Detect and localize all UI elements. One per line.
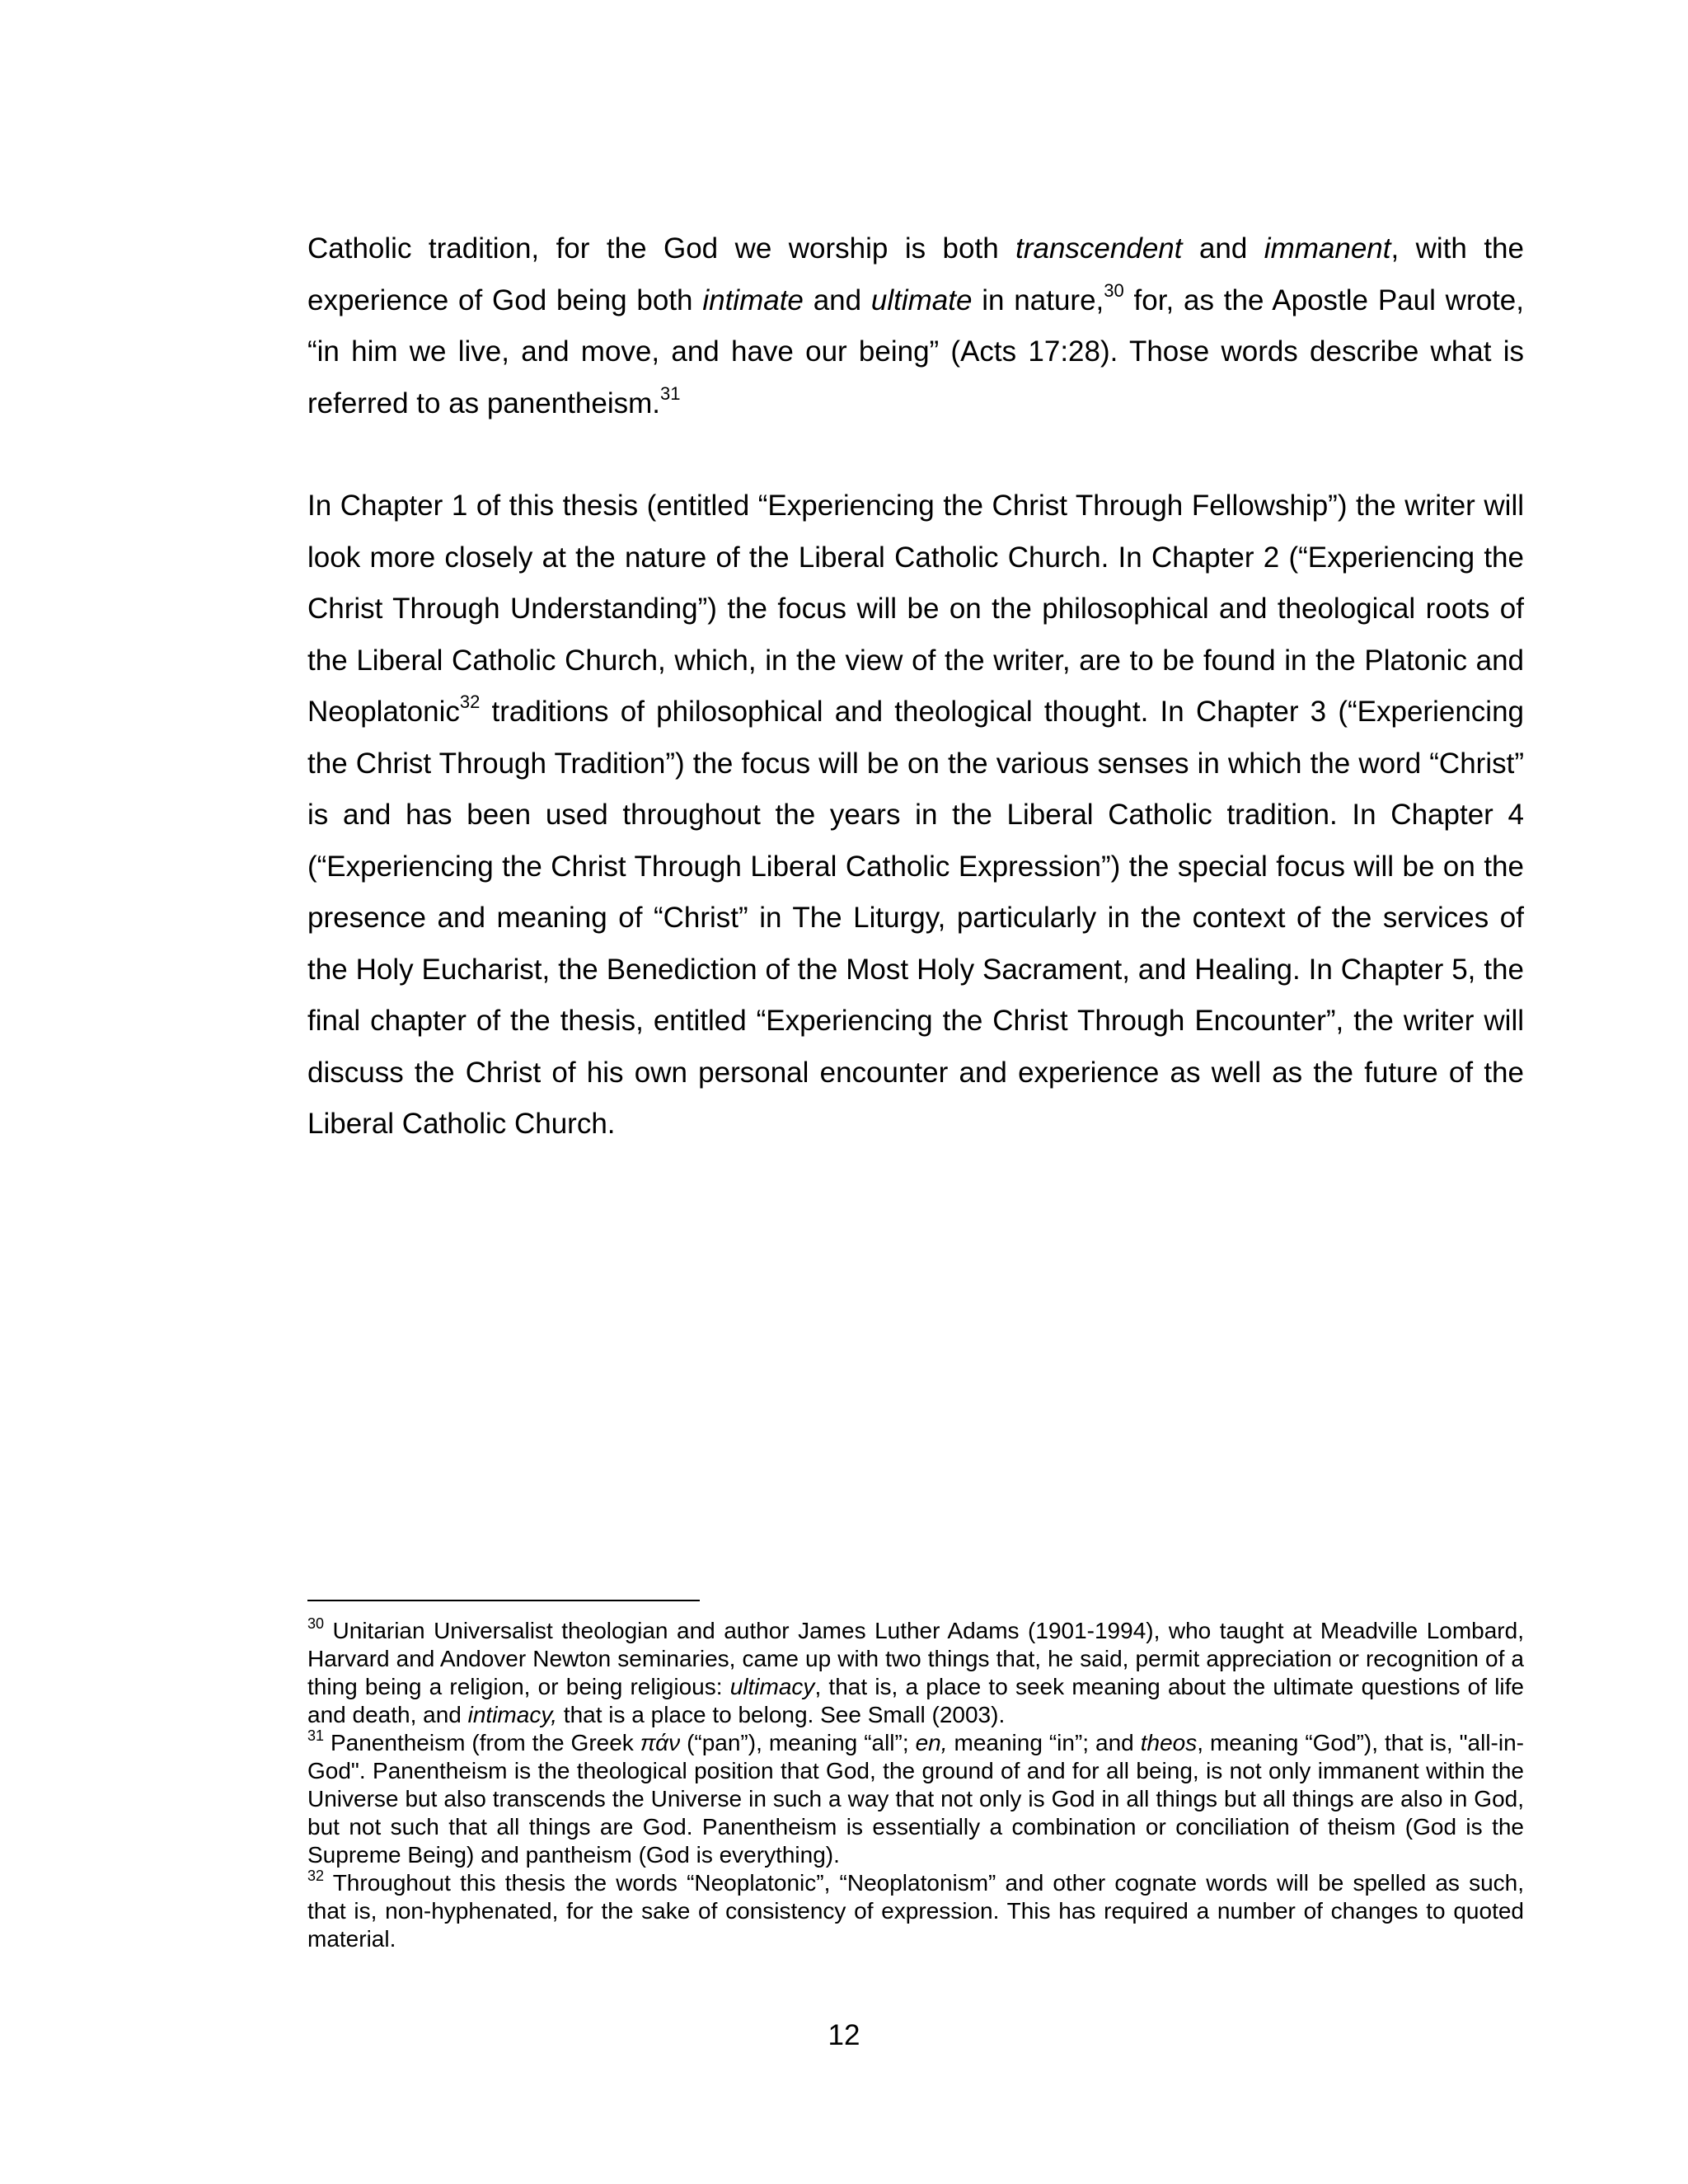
footnote-31 [307,1729,1524,1869]
text-run: for, as the Apostle Paul wrote, “in him we live, and move, and have our being” (Acts 17:28). Those words describe what is referred to as panentheism. [307,284,1524,419]
body-paragraph-2 [307,480,1524,1151]
body-paragraph-1 [307,223,1524,429]
text-run: Panentheism (from the Greek [324,1730,640,1755]
text-run: traditions of philosophical and theological thought. In Chapter 3 (“Experiencing the Christ Through Tradition”) the focus will be on the various senses in which the word “Christ” is and has been used throughout the years in the Liberal Catholic tradition. In Chapter 4 (“Experiencing the Christ Through Liberal Catholic Expression”) the special focus will be on the presence and meaning of “Christ” in The Liturgy, particularly in the context of the services of the Holy Eucharist, the Benediction of the Most Holy Sacrament, and Healing. In Chapter 5, the final chapter of the thesis, entitled “Experiencing the Christ Through Encounter”, the writer will discuss the Christ of his own personal encounter and experience as well as the future of the Liberal Catholic Church. [307,696,1524,1140]
text-run: and [1182,232,1264,265]
footnote-reference-30[interactable]: 30 [1104,279,1124,301]
footnote-reference-32[interactable]: 32 [459,691,481,713]
text-run: (“pan”), meaning “all”; [680,1730,916,1755]
footnote-32 [307,1869,1524,1953]
italic-term-ultimate: ultimate [870,284,973,316]
text-run: In Chapter 1 of this thesis (entitled “Experiencing the Christ Through Fellowship”) the writer will look more closely at the nature of the Liberal Catholic Church. In Chapter 2 (“Experiencing the Christ Through Understanding”) the focus will be on the philosophical and theological roots of the Liberal Catholic Church, which, in the view of the writer, are to be found in the Platonic and Neoplatonic [307,490,1524,728]
footnote-number: 32 [307,1867,325,1884]
italic-term: theos [1140,1730,1198,1755]
italic-term: en, [915,1730,948,1755]
text-run: , that is, a place to seek meaning about the ultimate questions of life and death, and [307,1674,1524,1727]
text-run: Unitarian Universalist theologian and author James Luther Adams (1901-1994), who taught at Meadville Lombard, Harvard and Andover Newton seminaries, came up with two things that, he said, permit appreciation or recognition of a thing being a religion, or being religious: [307,1618,1524,1699]
footnote-30 [307,1617,1524,1729]
footnote-separator [307,1600,700,1601]
footnote-number: 31 [307,1727,325,1744]
text-run: , meaning “God”), that is, "all-in-God". Panentheism is the theological position that God, the ground of and for all being, is not only immanent within the Universe but also transcends the Universe in such a way that not only is God in all things but all things are also in God, but not such that all things are God. Panentheism is essentially a combination or conciliation of theism (God is the Supreme Being) and pantheism (God is everything). [307,1730,1524,1868]
italic-term-immanent: immanent [1264,232,1391,265]
footnote-reference-31[interactable]: 31 [660,382,681,404]
page-number: 12 [828,2019,860,2051]
text-run: meaning “in”; and [947,1730,1141,1755]
paragraph-text [307,480,1524,1151]
italic-term-intimate: intimate [702,284,804,316]
footnotes-section [307,1617,1524,1953]
text-run: , with the experience of God being both [307,232,1524,316]
text-run: Throughout this thesis the words “Neoplatonic”, “Neoplatonism” and other cognate words will be spelled as such, that is, non-hyphenated, for the sake of consistency of expression. This has required a number of changes to quoted material. [307,1870,1524,1952]
italic-term: ultimacy [729,1674,815,1699]
text-run: that is a place to belong. See Small (2003). [557,1702,1006,1727]
italic-term: πάν [640,1730,681,1755]
italic-term-transcendent: transcendent [1015,232,1183,265]
text-run: Catholic tradition, for the God we worship is both [307,232,1016,265]
italic-term: intimacy, [467,1702,558,1727]
text-run: and [803,284,871,316]
paragraph-text [307,223,1524,429]
text-run: in nature, [972,284,1104,316]
footnote-number: 30 [307,1615,325,1632]
